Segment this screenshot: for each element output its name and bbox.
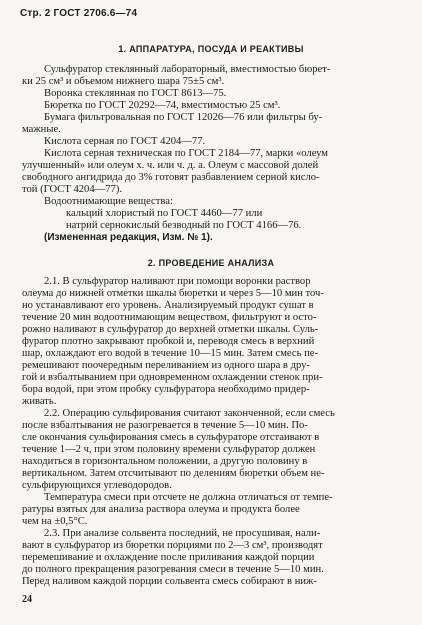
text-line: Температура смеси при отсчете не должна отличаться от темпе-: [44, 492, 333, 503]
text-line: кальций хлористый по ГОСТ 4460—77 или: [66, 208, 263, 219]
text-line: Бюретка по ГОСТ 20292—74, вместимостью 25 см³.: [44, 100, 281, 111]
text-line: Бумага фильтровальная по ГОСТ 12026—76 или фильтры бу-: [44, 112, 323, 123]
text-line: но устанавливают его уровень. Анализируемый продукт сушат в: [22, 300, 314, 311]
amendment-note: (Измененная редакция, Изм. № 1).: [44, 232, 213, 243]
text-line: сульфирующихся углеводородов.: [22, 480, 172, 491]
text-line: вертикальном. Затем отсчитывают по делениям бюретки объем не-: [22, 468, 325, 479]
text-line: Перед наливом каждой порции сольвента смесь собирают в ниж-: [22, 576, 317, 587]
text-line: той (ГОСТ 4204—77).: [22, 184, 123, 195]
text-line: течение 1—2 ч, при этом половину времени сульфуратор должен: [22, 444, 316, 455]
text-line: бора водой, при этом пробку сульфуратора необходимо придер-: [22, 384, 310, 395]
text-line: перемешивание и охлаждение после приливания каждой порции: [22, 552, 315, 563]
text-line: вают в сульфуратор из бюретки порциями по 2—3 см³, производят: [22, 540, 323, 551]
page-header: Стр. 2 ГОСТ 2706.6—74: [20, 8, 138, 19]
text-line: до полного прекращения разогревания смеси в течение 5—10 мин.: [22, 564, 324, 575]
text-line: свободного ангидрида до 3% готовят разбавлением серной кисло-: [22, 172, 320, 183]
text-line: Воронка стеклянная по ГОСТ 8613—75.: [44, 88, 227, 99]
text-line: натрий сернокислый безводный по ГОСТ 4166—76.: [66, 220, 302, 231]
text-line: чем на ±0,5°С.: [22, 516, 88, 527]
text-line: ки 25 см³ и объемом нижнего шара 75±5 см³.: [22, 76, 225, 87]
text-line: сле окончания сульфирования смесь в сульфураторе отстаивают в: [22, 432, 320, 443]
section-1-body: [22, 64, 400, 244]
text-line: шар, охлаждают его водой в течение 10—15 мин. Затем смесь пе-: [22, 348, 318, 359]
text-line: гой и взбалтыванием при одновременном охлаждении стенок при-: [22, 372, 323, 383]
text-line: ремешивают поочередным переливанием из одного шара в дру-: [22, 360, 310, 371]
text-line: Сульфуратор стеклянный лабораторный, вместимостью бюрет-: [44, 64, 331, 75]
text-line: живать.: [22, 396, 57, 407]
text-line: Водоотнимающие вещества:: [44, 196, 173, 207]
text-line: течение 20 мин водоотнимающим веществом, фильтруют и осто-: [22, 312, 317, 323]
text-line: рожно наливают в сульфуратор до верхней отметки шкалы. Суль-: [22, 324, 319, 335]
text-line: улучшенный» или олеум х. ч. или ч. д. а. Олеум с массовой долей: [22, 160, 319, 171]
text-line: 2.2. Операцию сульфирования считают законченной, если смесь: [44, 408, 335, 419]
text-line: мажные.: [22, 124, 61, 135]
section-2-title: 2. ПРОВЕДЕНИЕ АНАЛИЗА: [147, 258, 275, 268]
text-line: находиться в горизонтальном положении, а другую половину в: [22, 456, 308, 467]
text-line: 2.3. При анализе сольвента последний, не просушивая, нали-: [44, 528, 321, 539]
text-line: Кислота серная по ГОСТ 4204—77.: [44, 136, 206, 147]
text-line: фуратор плотно закрывают пробкой и, переводя смесь в верхний: [22, 336, 315, 347]
section-2-body: [22, 276, 400, 588]
text-line: после взбалтывания не разогревается в течение 5—10 мин. По-: [22, 420, 308, 431]
text-line: ратуры взятых для анализа раствора олеума и продукта более: [22, 504, 300, 515]
text-line: 2.1. В сульфуратор наливают при помощи воронки раствор: [44, 276, 311, 287]
text-line: Кислота серная техническая по ГОСТ 2184—77, марки «олеум: [44, 148, 328, 159]
text-line: олеума до нижней отметки шкалы бюретки и через 5—10 мин точ-: [22, 288, 324, 299]
section-1-title: 1. АППАРАТУРА, ПОСУДА И РЕАКТИВЫ: [118, 44, 304, 54]
page-number: 24: [22, 594, 32, 605]
